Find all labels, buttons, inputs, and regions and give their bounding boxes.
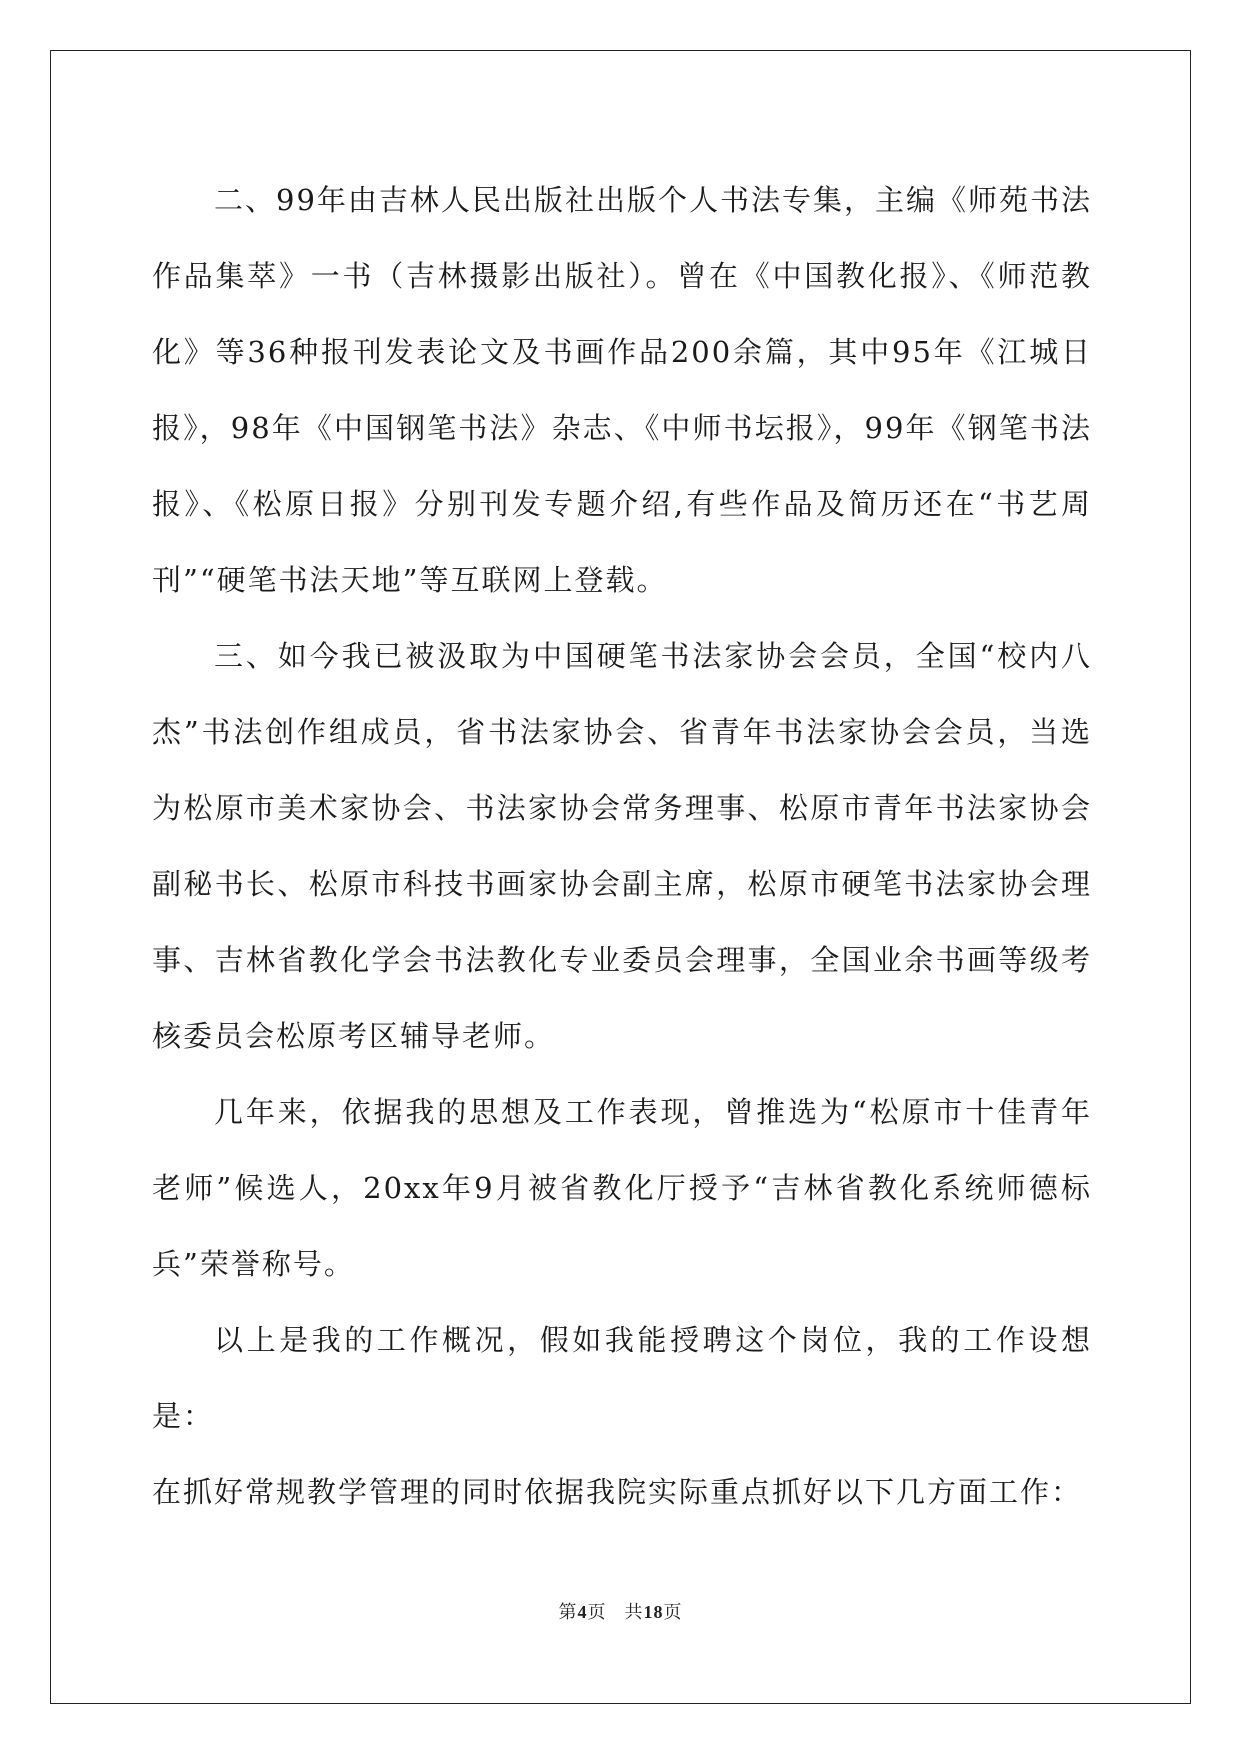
paragraph-honors: 几年来，依据我的思想及工作表现，曾推选为“松原市十佳青年老师”候选人，20xx年9月被省教化厅授予“吉林省教化系统师德标兵”荣誉称号。 [152,1095,1092,1281]
paragraph-work-plan-intro: 以上是我的工作概况，假如我能授聘这个岗位，我的工作设想是： [152,1323,1092,1433]
document-body [152,162,1092,1530]
paragraph-publications: 二、99年由吉林人民出版社出版个人书法专集，主编《师苑书法作品集萃》一书（吉林摄影出版社）。曾在《中国教化报》、《师范教化》等36种报刊发表论文及书画作品200余篇，其中95年《江城日报》，98年《中国钢笔书法》杂志、《中师书坛报》，99年《钢笔书法报》、《松原日报》分别刊发专题介绍,有些作品及简历还在“书艺周刊”“硬笔书法天地”等互联网上登载。 [152,183,1092,597]
page-footer [0,1598,1241,1624]
page-number-current: 4 [577,1602,588,1622]
page-total-prefix: 共 [624,1602,644,1623]
page-number-prefix: 第 [558,1602,578,1623]
page-total-suffix: 页 [663,1602,683,1623]
page-number-suffix: 页 [587,1602,607,1623]
page-total: 18 [643,1602,664,1622]
paragraph-work-plan-focus: 在抓好常规教学管理的同时依据我院实际重点抓好以下几方面工作： [152,1475,1083,1509]
paragraph-memberships: 三、如今我已被汲取为中国硬笔书法家协会会员，全国“校内八杰”书法创作组成员，省书法家协会、省青年书法家协会会员，当选为松原市美术家协会、书法家协会常务理事、松原市青年书法家协会副秘书长、松原市科技书画家协会副主席，松原市硬笔书法家协会理事、吉林省教化学会书法教化专业委员会理事，全国业余书画等级考核委员会松原考区辅导老师。 [152,639,1092,1053]
